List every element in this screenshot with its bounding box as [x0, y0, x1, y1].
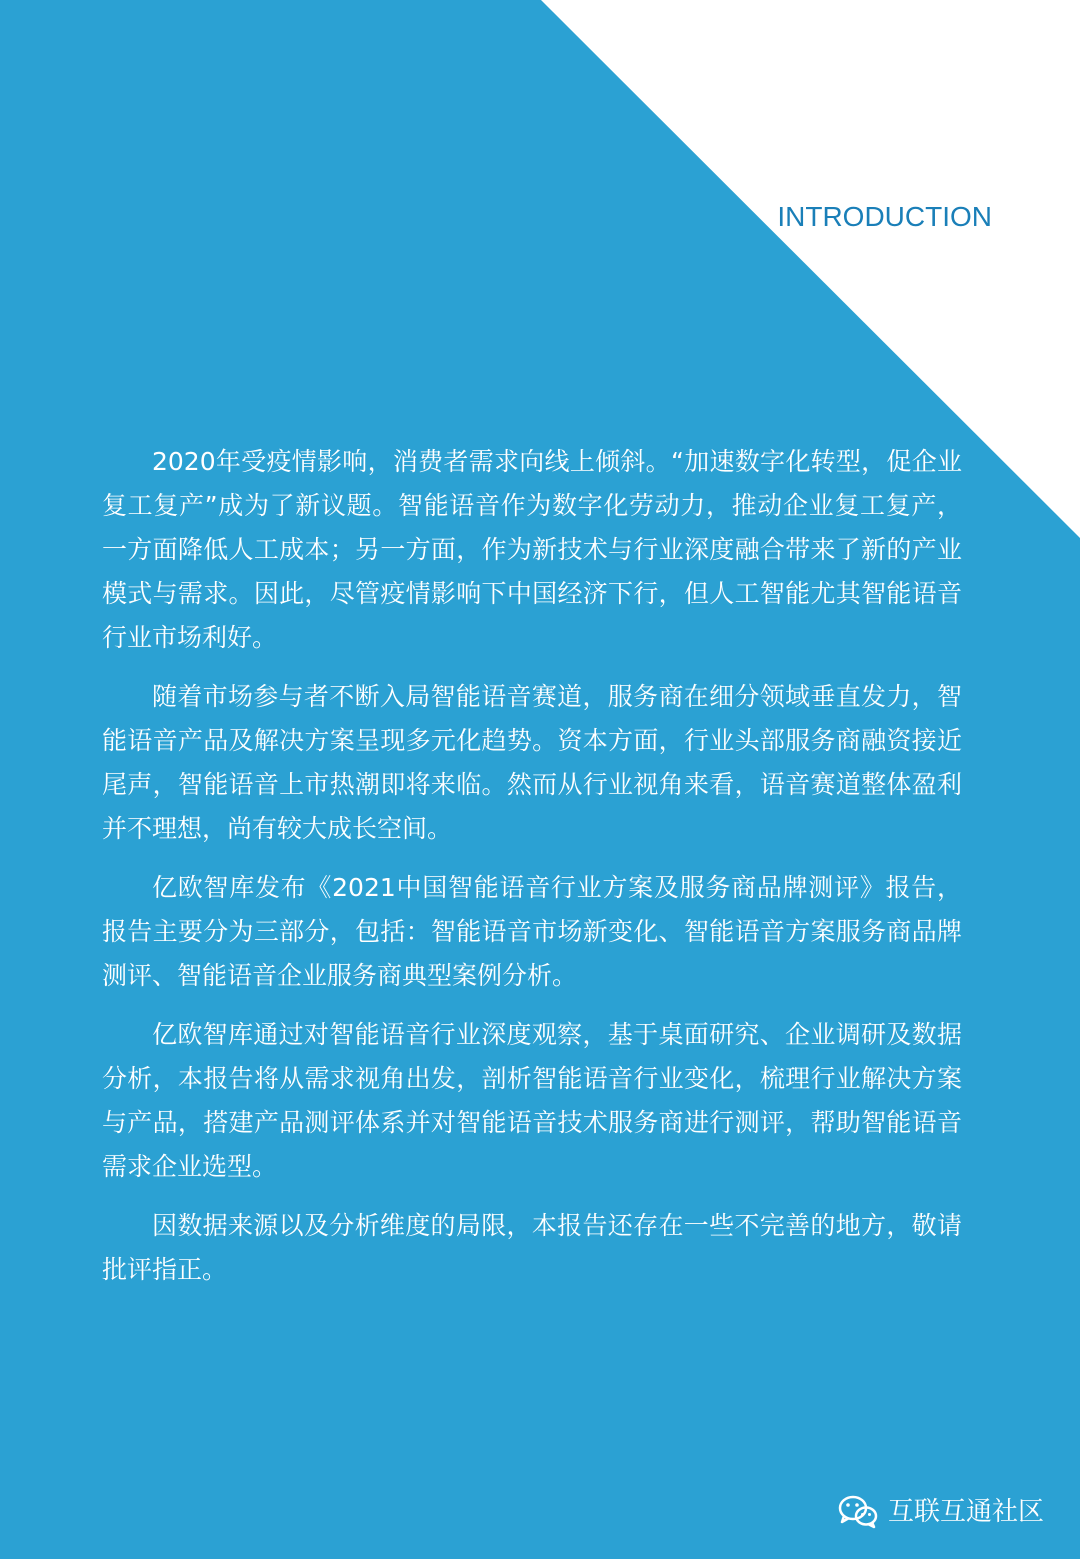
footer-label: 互联互通社区 [887, 1497, 1044, 1527]
footer-watermark [838, 1495, 1044, 1529]
paragraph: 亿欧智库发布《2021中国智能语音行业方案及服务商品牌测评》报告，报告主要分为三部分，包括：智能语音市场新变化、智能语音方案服务商品牌测评、智能语音企业服务商典型案例分析。 [102, 873, 962, 990]
paragraph: 随着市场参与者不断入局智能语音赛道，服务商在细分领域垂直发力，智能语音产品及解决方案呈现多元化趋势。资本方面，行业头部服务商融资接近尾声，智能语音上市热潮即将来临。然而从行业视角来看，语音赛道整体盈利并不理想，尚有较大成长空间。 [102, 682, 962, 843]
heading-block [777, 108, 992, 234]
introduction-body [102, 440, 962, 1307]
paragraph: 因数据来源以及分析维度的局限，本报告还存在一些不完善的地方，敬请批评指正。 [102, 1211, 962, 1284]
wechat-icon [838, 1495, 878, 1529]
page-title: 序言 [851, 108, 992, 187]
paragraph: 2020年受疫情影响，消费者需求向线上倾斜。“加速数字化转型，促企业复工复产”成为了新议题。智能语音作为数字化劳动力，推动企业复工复产，一方面降低人工成本；另一方面，作为新技术与行业深度融合带来了新的产业模式与需求。因此，尽管疫情影响下中国经济下行，但人工智能尤其智能语音行业市场利好。 [102, 447, 962, 652]
paragraph: 亿欧智库通过对智能语音行业深度观察，基于桌面研究、企业调研及数据分析，本报告将从需求视角出发，剖析智能语音行业变化，梳理行业解决方案与产品，搭建产品测评体系并对智能语音技术服务商进行测评，帮助智能语音需求企业选型。 [102, 1020, 962, 1181]
page-subtitle: INTRODUCTION [777, 201, 992, 232]
